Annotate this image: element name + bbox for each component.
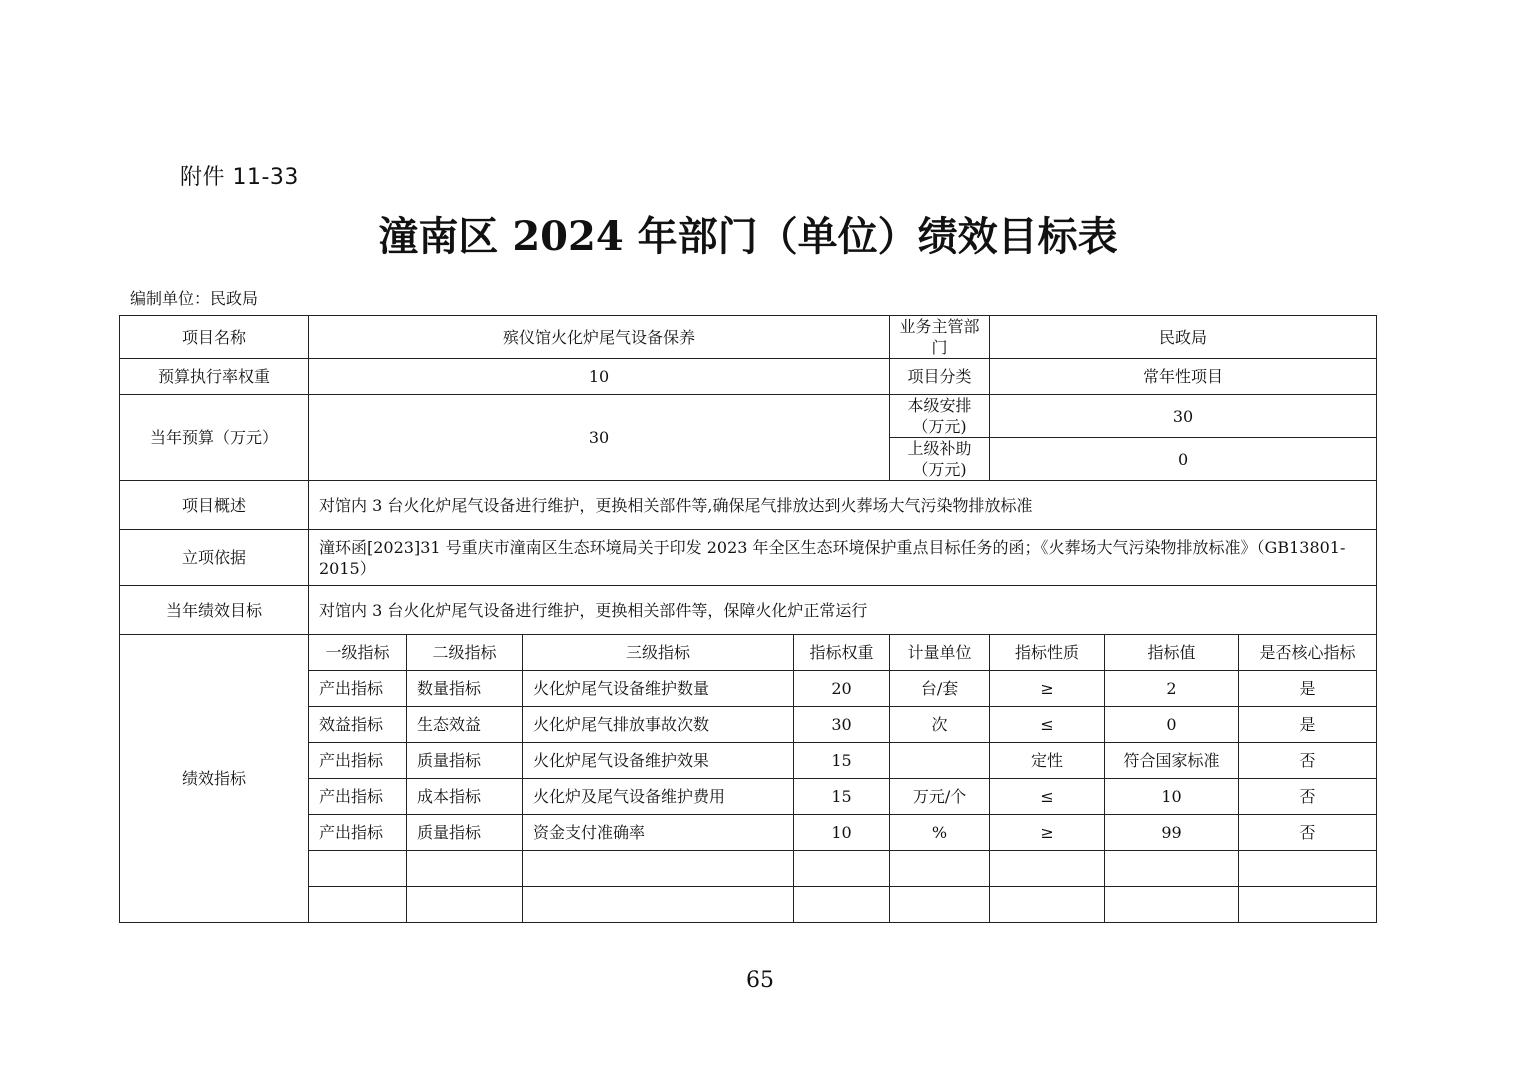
attachment-label: 附件 11-33 [180, 165, 299, 190]
value-cell: 99 [1105, 815, 1239, 851]
category-label: 项目分类 [890, 359, 990, 395]
weight-cell: 30 [794, 707, 890, 743]
table-row [120, 359, 1377, 395]
value-cell: 符合国家标准 [1105, 743, 1239, 779]
level3-cell [523, 851, 794, 887]
unit-cell [890, 851, 990, 887]
budget-weight-label: 预算执行率权重 [120, 359, 309, 395]
unit-cell: % [890, 815, 990, 851]
nature-cell [990, 851, 1105, 887]
local-budget-label: 本级安排（万元) [890, 395, 990, 438]
level3-cell [523, 887, 794, 923]
superior-subsidy-value: 0 [990, 438, 1377, 481]
weight-cell [794, 851, 890, 887]
compiling-unit: 编制单位：民政局 [130, 289, 259, 308]
unit-cell [890, 743, 990, 779]
header-unit: 计量单位 [890, 635, 990, 671]
level1-cell: 效益指标 [309, 707, 407, 743]
level2-cell: 质量指标 [407, 815, 523, 851]
core-cell [1239, 851, 1377, 887]
table-row [120, 316, 1377, 359]
core-cell: 否 [1239, 779, 1377, 815]
header-core: 是否核心指标 [1239, 635, 1377, 671]
nature-cell: 定性 [990, 743, 1105, 779]
header-weight: 指标权重 [794, 635, 890, 671]
nature-cell: ≥ [990, 815, 1105, 851]
unit-cell [890, 887, 990, 923]
indicator-header-row [120, 635, 1377, 671]
indicators-section-label: 绩效指标 [120, 635, 309, 923]
table-row [120, 481, 1377, 530]
indicator-row [120, 707, 1377, 743]
unit-cell: 次 [890, 707, 990, 743]
level3-cell: 火化炉尾气设备维护数量 [523, 671, 794, 707]
level2-cell: 质量指标 [407, 743, 523, 779]
level2-cell [407, 851, 523, 887]
level1-cell: 产出指标 [309, 779, 407, 815]
overview-value: 对馆内 3 台火化炉尾气设备进行维护，更换相关部件等,确保尾气排放达到火葬场大气污染物排放标准 [309, 481, 1377, 530]
category-value: 常年性项目 [990, 359, 1377, 395]
dept-value: 民政局 [990, 316, 1377, 359]
level1-cell: 产出指标 [309, 671, 407, 707]
header-level3: 三级指标 [523, 635, 794, 671]
performance-target-table [119, 315, 1377, 923]
value-cell: 2 [1105, 671, 1239, 707]
header-level2: 二级指标 [407, 635, 523, 671]
core-cell: 否 [1239, 743, 1377, 779]
unit-cell: 万元/个 [890, 779, 990, 815]
weight-cell: 15 [794, 743, 890, 779]
header-value: 指标值 [1105, 635, 1239, 671]
level2-cell: 成本指标 [407, 779, 523, 815]
level1-cell [309, 887, 407, 923]
budget-weight-value: 10 [309, 359, 890, 395]
level1-cell [309, 851, 407, 887]
core-cell: 是 [1239, 707, 1377, 743]
indicator-row [120, 671, 1377, 707]
basis-label: 立项依据 [120, 530, 309, 586]
nature-cell: ≥ [990, 671, 1105, 707]
superior-subsidy-label: 上级补助（万元) [890, 438, 990, 481]
level1-cell: 产出指标 [309, 743, 407, 779]
header-nature: 指标性质 [990, 635, 1105, 671]
indicator-row-empty [120, 887, 1377, 923]
table-row [120, 530, 1377, 586]
dept-label: 业务主管部门 [890, 316, 990, 359]
page-title: 潼南区 2024 年部门（单位）绩效目标表 [378, 213, 1118, 260]
level2-cell: 数量指标 [407, 671, 523, 707]
level3-cell: 火化炉尾气排放事故次数 [523, 707, 794, 743]
annual-budget-value: 30 [309, 395, 890, 481]
indicator-row [120, 779, 1377, 815]
table-row [120, 395, 1377, 438]
weight-cell [794, 887, 890, 923]
weight-cell: 10 [794, 815, 890, 851]
nature-cell [990, 887, 1105, 923]
core-cell [1239, 887, 1377, 923]
weight-cell: 20 [794, 671, 890, 707]
value-cell [1105, 887, 1239, 923]
core-cell: 是 [1239, 671, 1377, 707]
level3-cell: 火化炉及尾气设备维护费用 [523, 779, 794, 815]
page-number: 65 [746, 968, 774, 993]
header-level1: 一级指标 [309, 635, 407, 671]
indicator-row-empty [120, 851, 1377, 887]
value-cell: 0 [1105, 707, 1239, 743]
basis-value: 潼环函[2023]31 号重庆市潼南区生态环境局关于印发 2023 年全区生态环境保护重点目标任务的函；《火葬场大气污染物排放标准》（GB13801-2015） [309, 530, 1377, 586]
annual-budget-label: 当年预算（万元） [120, 395, 309, 481]
level2-cell: 生态效益 [407, 707, 523, 743]
nature-cell: ≤ [990, 707, 1105, 743]
level3-cell: 火化炉尾气设备维护效果 [523, 743, 794, 779]
project-name-value: 殡仪馆火化炉尾气设备保养 [309, 316, 890, 359]
nature-cell: ≤ [990, 779, 1105, 815]
core-cell: 否 [1239, 815, 1377, 851]
unit-cell: 台/套 [890, 671, 990, 707]
level2-cell [407, 887, 523, 923]
indicator-row [120, 815, 1377, 851]
table-row [120, 586, 1377, 635]
overview-label: 项目概述 [120, 481, 309, 530]
project-name-label: 项目名称 [120, 316, 309, 359]
level1-cell: 产出指标 [309, 815, 407, 851]
level3-cell: 资金支付准确率 [523, 815, 794, 851]
goal-value: 对馆内 3 台火化炉尾气设备进行维护，更换相关部件等，保障火化炉正常运行 [309, 586, 1377, 635]
value-cell [1105, 851, 1239, 887]
indicator-row [120, 743, 1377, 779]
value-cell: 10 [1105, 779, 1239, 815]
goal-label: 当年绩效目标 [120, 586, 309, 635]
weight-cell: 15 [794, 779, 890, 815]
local-budget-value: 30 [990, 395, 1377, 438]
